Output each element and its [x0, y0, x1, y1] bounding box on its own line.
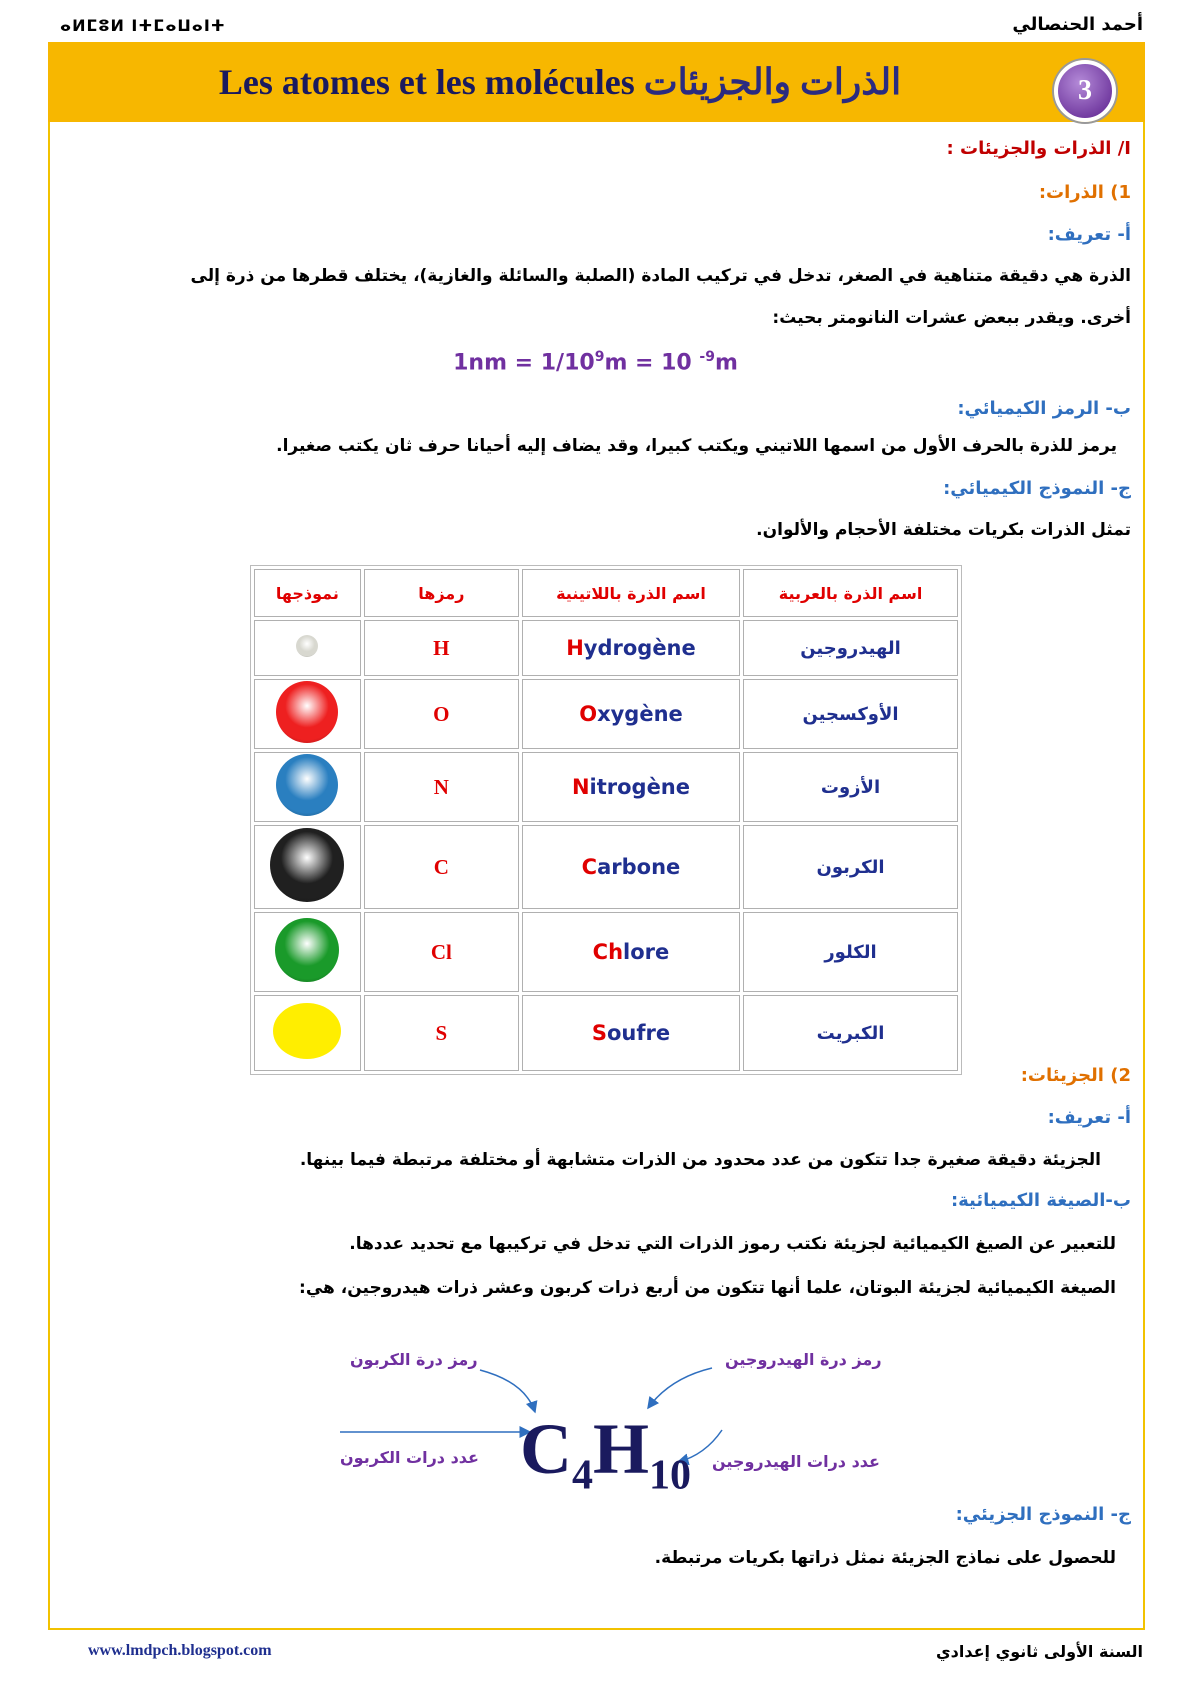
- formula-text1: للتعبير عن الصيغ الكيميائية لجزيئة نكتب رموز الذرات التي تدخل في تركيبها مع تحديد عددها.: [349, 1234, 1116, 1254]
- atom-ball-icon: [296, 635, 318, 657]
- table-row: [254, 825, 958, 909]
- atom-latin-name: [522, 995, 740, 1071]
- molecular-model-text: للحصول على نماذج الجزيئة نمثل ذراتها بكريات مرتبطة.: [654, 1548, 1116, 1568]
- atom-symbol: C: [364, 825, 519, 909]
- atom-definition-line2: أخرى. ويقدر ببعض عشرات النانومتر بحيث:: [772, 308, 1131, 328]
- footer-level: السنة الأولى ثانوي إعدادي: [936, 1642, 1143, 1661]
- symbol-title: ب- الرمز الكيميائي:: [957, 398, 1131, 419]
- atom-model-cell: [254, 912, 361, 992]
- subsection-atoms: 1) الذرات:: [1038, 182, 1131, 203]
- table-row: [254, 752, 958, 822]
- latin-rest: arbone: [597, 855, 681, 879]
- atom-arabic-name: الكلور: [743, 912, 958, 992]
- atom-arabic-name: الهيدروجين: [743, 620, 958, 676]
- latin-rest: itrogène: [589, 775, 691, 799]
- molecule-definition-title: أ- تعريف:: [1047, 1107, 1131, 1128]
- atom-arabic-name: الأوكسجين: [743, 679, 958, 749]
- atom-model-cell: [254, 679, 361, 749]
- symbol-text: يرمز للذرة بالحرف الأول من اسمها اللاتيني ويكتب كبيرا، وقد يضاف إليه أحيانا حرف ثان يكتب صغيرا.: [276, 436, 1117, 456]
- latin-rest: ydrogène: [583, 636, 696, 660]
- latin-rest: lore: [623, 940, 670, 964]
- atom-latin-name: [522, 620, 740, 676]
- atom-symbol: S: [364, 995, 519, 1071]
- atom-latin-name: [522, 825, 740, 909]
- table-row: [254, 995, 958, 1071]
- atom-symbol: Cl: [364, 912, 519, 992]
- formula-text2: الصيغة الكيميائية لجزيئة البوتان، علما أنها تتكون من أربع ذرات كربون وعشر ذرات هيدروجين، هي:: [299, 1278, 1116, 1298]
- formula-title: ب-الصيغة الكيميائية:: [950, 1190, 1131, 1211]
- latin-initial: Ch: [592, 940, 624, 964]
- table-header-row: [254, 569, 958, 617]
- table-row: [254, 679, 958, 749]
- atom-symbol: O: [364, 679, 519, 749]
- atom-ball-icon: [273, 1003, 341, 1059]
- label-carbon-count: عدد درات الكربون: [340, 1448, 479, 1467]
- nanometer-formula: $1nm = 1/10^9m = 10$ $^{-9}$m: [453, 349, 738, 376]
- atom-arabic-name: الأزوت: [743, 752, 958, 822]
- atom-ball-icon: [270, 828, 344, 902]
- table-row: [254, 620, 958, 676]
- butane-formula: $C_4H_{10}$: [520, 1409, 692, 1499]
- atom-latin-name: [522, 752, 740, 822]
- footer-url[interactable]: www.lmdpch.blogspot.com: [88, 1642, 272, 1659]
- atom-model-cell: [254, 995, 361, 1071]
- atom-model-cell: [254, 825, 361, 909]
- atom-model-cell: [254, 752, 361, 822]
- atom-arabic-name: الكربون: [743, 825, 958, 909]
- latin-initial: S: [591, 1021, 607, 1045]
- title-arabic: الذرات والجزيئات: [643, 62, 902, 102]
- latin-initial: C: [581, 855, 598, 879]
- label-carbon-symbol: رمز درة الكربون: [350, 1350, 478, 1369]
- atom-model-cell: [254, 620, 361, 676]
- latin-initial: O: [579, 702, 598, 726]
- header-model: نموذجها: [254, 569, 361, 617]
- author-name: أحمد الحنصالي: [1012, 14, 1143, 35]
- table-row: [254, 912, 958, 992]
- latin-rest: oufre: [606, 1021, 671, 1045]
- atom-ball-icon: [276, 754, 338, 816]
- atom-latin-name: [522, 912, 740, 992]
- molecule-definition-text: الجزيئة دقيقة صغيرة جدا تتكون من عدد محدود من الذرات متشابهة أو مختلفة مرتبطة فيما بينها.: [299, 1150, 1101, 1170]
- atom-ball-icon: [275, 918, 339, 982]
- latin-initial: N: [571, 775, 590, 799]
- atom-arabic-name: الكبريت: [743, 995, 958, 1071]
- atom-definition-line1: الذرة هي دقيقة متناهية في الصغر، تدخل في تركيب المادة (الصلبة والسائلة والغازية)، يختلف قطرها من ذرة إلى: [190, 266, 1131, 286]
- atom-latin-name: [522, 679, 740, 749]
- atom-ball-icon: [276, 681, 338, 743]
- title-french: Les atomes et les molécules: [218, 62, 635, 102]
- definition-title: أ- تعريف:: [1047, 224, 1131, 245]
- section-heading: I/ الذرات والجزيئات :: [946, 138, 1131, 159]
- latin-initial: H: [566, 636, 584, 660]
- subsection-molecules: 2) الجزيئات:: [1020, 1065, 1131, 1086]
- header-latin-name: اسم الذرة باللاتينية: [522, 569, 740, 617]
- molecular-model-title: ج- النموذج الجزيئي:: [955, 1504, 1131, 1525]
- label-hydrogen-symbol: رمز درة الهيدروجين: [725, 1350, 882, 1369]
- model-text: تمثل الذرات بكريات مختلفة الأحجام والألوان.: [756, 520, 1131, 540]
- lesson-number-badge: 3: [1054, 60, 1116, 122]
- tifinagh-text: ⴰⵍⵎⵓⵍ ⵏⵜⵎⴰⵡⴰⵏⵜ: [60, 16, 226, 35]
- header-symbol: رمزها: [364, 569, 519, 617]
- label-hydrogen-count: عدد درات الهيدروجين: [712, 1452, 880, 1471]
- atoms-table: [250, 565, 962, 1075]
- atom-symbol: H: [364, 620, 519, 676]
- header-arabic-name: اسم الذرة بالعربية: [743, 569, 958, 617]
- model-title: ج- النموذج الكيميائي:: [943, 478, 1131, 499]
- page-title: [130, 50, 990, 114]
- atom-symbol: N: [364, 752, 519, 822]
- latin-rest: xygène: [597, 702, 683, 726]
